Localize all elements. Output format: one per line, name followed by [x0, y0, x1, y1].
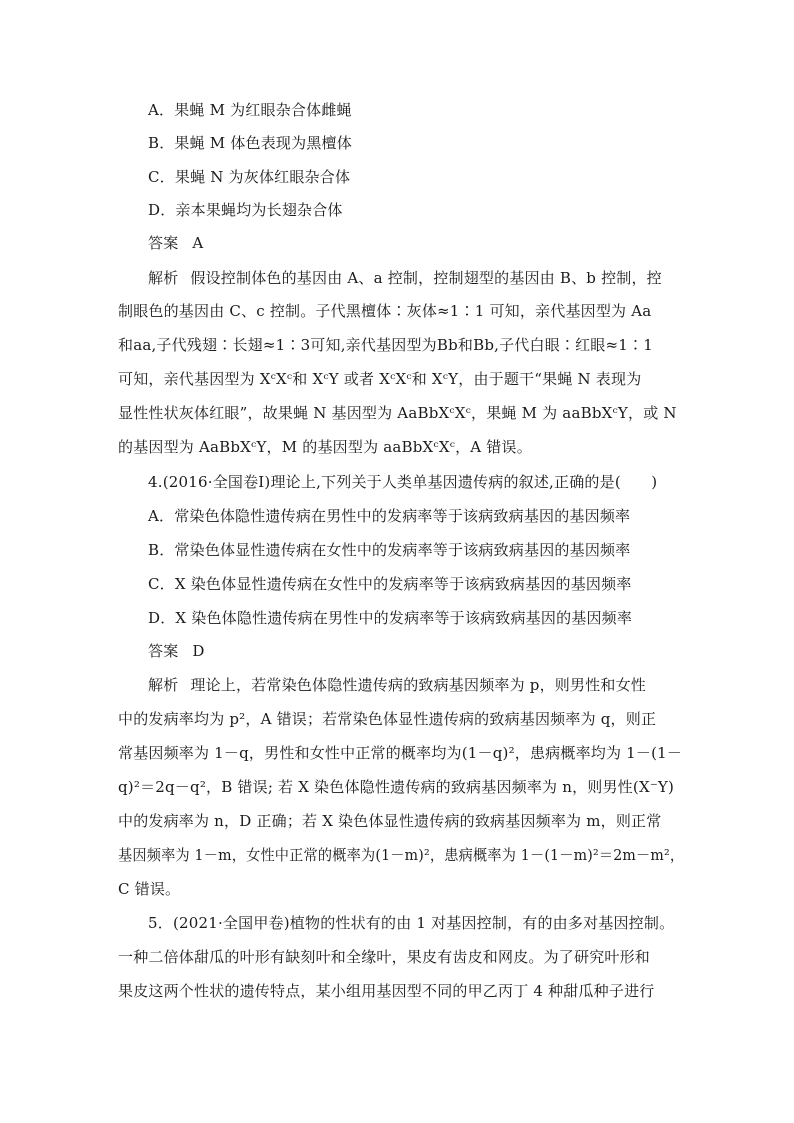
q5-line-2: 一种二倍体甜瓜的叶形有缺刻叶和全缘叶，果皮有齿皮和网皮。为了研究叶形和: [118, 948, 651, 966]
q4-option-b: B．常染色体显性遗传病在女性中的发病率等于该病致病基因的基因频率: [148, 541, 631, 559]
q4-analysis-line-1: [148, 675, 646, 695]
q3-option-c: C．果蝇 N 为灰体红眼杂合体: [148, 168, 351, 186]
q3-analysis-line-5: 显性性状灰体红眼”，故果蝇 N 基因型为 AaBbXᶜXᶜ，果蝇 M 为 aaBbXᶜY，或 N: [118, 404, 677, 422]
q3-analysis-line-3: 和aa,子代残翅∶长翅≈1∶3可知,亲代基因型为Bb和Bb,子代白眼∶红眼≈1∶1: [118, 336, 653, 354]
q3-answer-line: [148, 233, 203, 253]
q4-analysis-line-5: 中的发病率为 n，D 正确；若 X 染色体显性遗传病的致病基因频率为 m，则正常: [118, 812, 662, 830]
q4-analysis-line-3: 常基因频率为 1－q，男性和女性中正常的概率均为(1－q)²，患病概率均为 1－(1－: [118, 744, 683, 762]
q4-analysis-line-2: 中的发病率均为 p²，A 错误；若常染色体显性遗传病的致病基因频率为 q，则正: [118, 710, 657, 728]
q3-option-a: A．果蝇 M 为红眼杂合体雌蝇: [148, 101, 352, 119]
q4-option-d: D．X 染色体隐性遗传病在男性中的发病率等于该病致病基因的基因频率: [148, 609, 633, 627]
q4-answer-line: [148, 641, 205, 661]
answer-label: 答案: [148, 234, 179, 252]
q4-option-c: C．X 染色体显性遗传病在女性中的发病率等于该病致病基因的基因频率: [148, 575, 632, 593]
q4-option-a: A．常染色体隐性遗传病在男性中的发病率等于该病致病基因的基因频率: [148, 507, 631, 525]
analysis-text: 理论上，若常染色体隐性遗传病的致病基因频率为 p，则男性和女性: [190, 676, 646, 694]
q3-analysis-line-4: 可知，亲代基因型为 XᶜXᶜ和 XᶜY 或者 XᶜXᶜ和 XᶜY，由于题干“果蝇 N 表现为: [118, 370, 642, 388]
q4-analysis-line-4: q)²＝2q－q²，B 错误; 若 X 染色体隐性遗传病的致病基因频率为 n，则男性(X⁻Y): [118, 778, 675, 796]
q5-line-3: 果皮这两个性状的遗传特点，某小组用基因型不同的甲乙丙丁 4 种甜瓜种子进行: [118, 982, 655, 1000]
answer-value: D: [192, 642, 205, 660]
analysis-label: 解析: [148, 269, 179, 287]
analysis-text: 假设控制体色的基因由 A、a 控制，控制翅型的基因由 B、b 控制，控: [190, 269, 662, 287]
q5-line-1: 5．(2021·全国甲卷)植物的性状有的由 1 对基因控制，有的由多对基因控制。: [148, 914, 675, 932]
answer-value: A: [192, 234, 204, 252]
q4-analysis-line-6: 基因频率为 1－m，女性中正常的概率为(1－m)²，患病概率为 1－(1－m)²＝2m－m²，: [118, 846, 685, 864]
q3-option-d: D．亲本果蝇均为长翅杂合体: [148, 201, 343, 219]
q4-analysis-line-7: C 错误。: [118, 880, 181, 898]
q3-option-b: B．果蝇 M 体色表现为黑檀体: [148, 134, 352, 152]
q4-stem: 4.(2016·全国卷Ⅰ)理论上,下列关于人类单基因遗传病的叙述,正确的是( ): [148, 473, 658, 491]
answer-label: 答案: [148, 642, 179, 660]
analysis-label: 解析: [148, 676, 179, 694]
q3-analysis-line-1: [148, 268, 662, 288]
q3-analysis-line-2: 制眼色的基因由 C、c 控制。子代黑檀体∶灰体≈1∶1 可知，亲代基因型为 Aa: [118, 302, 652, 320]
q3-analysis-line-6: 的基因型为 AaBbXᶜY，M 的基因型为 aaBbXᶜXᶜ，A 错误。: [118, 438, 532, 456]
